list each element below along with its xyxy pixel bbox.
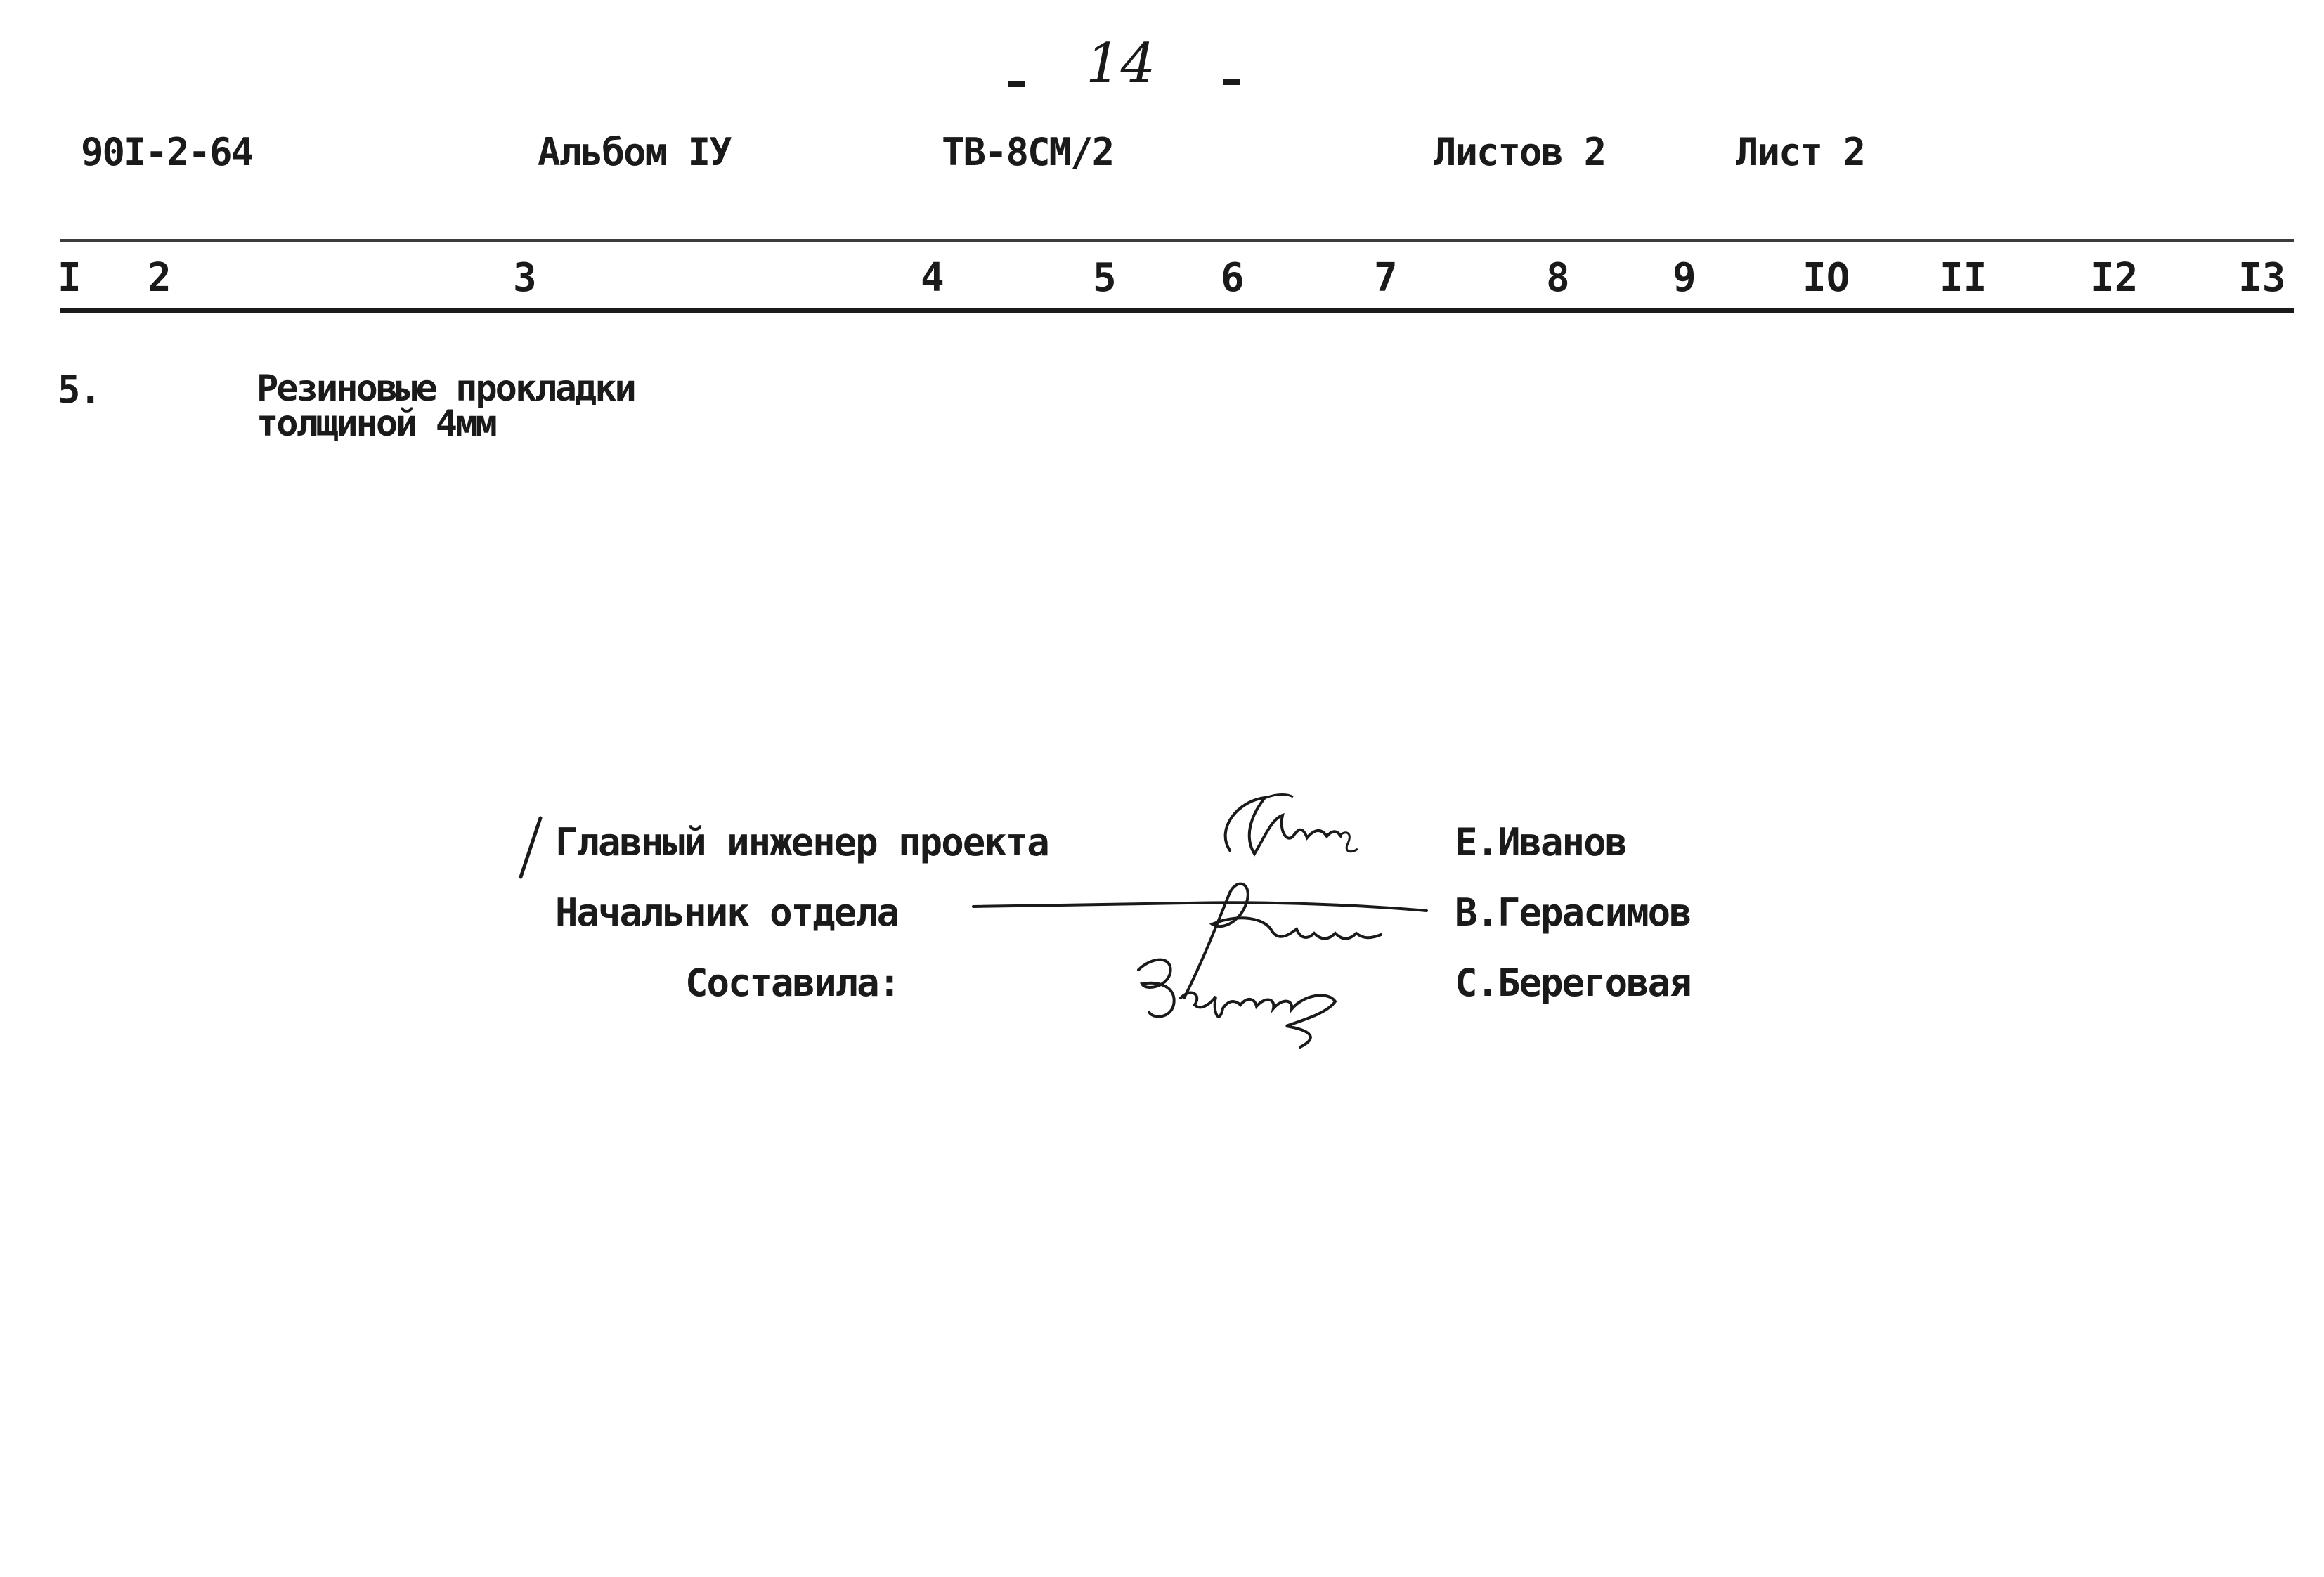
item-name-line-1: Резиновые прокладки [257, 368, 635, 410]
role-department-head: Начальник отдела [555, 890, 899, 935]
sheet-label: Лист 2 [1736, 130, 1865, 174]
signature-compiler [1124, 942, 1377, 1047]
table-header-bottom-rule [60, 308, 2294, 313]
name-department-head: В.Герасимов [1455, 890, 1691, 935]
role-compiler: Составила: [685, 961, 900, 1005]
column-number-13: I3 [2238, 255, 2286, 301]
column-number-5: 5 [1093, 255, 1117, 301]
column-number-6: 6 [1221, 255, 1245, 301]
sheets-total: Листов 2 [1434, 130, 1606, 174]
page-number-dash-right [1223, 79, 1240, 85]
column-number-1: I [58, 255, 82, 301]
role-chief-engineer: Главный инженер проекта [555, 820, 1049, 864]
signature-chief-engineer [1188, 787, 1398, 871]
column-number-3: 3 [513, 255, 537, 301]
table-top-rule [60, 239, 2294, 242]
column-number-7: 7 [1374, 255, 1398, 301]
slash-mark [517, 815, 545, 885]
column-number-9: 9 [1673, 255, 1696, 301]
column-number-10: IO [1803, 255, 1850, 301]
column-number-8: 8 [1546, 255, 1570, 301]
album-label: Альбом IУ [538, 130, 731, 174]
sheet-code: ТВ-8СМ/2 [942, 130, 1114, 174]
column-number-2: 2 [148, 255, 171, 301]
name-chief-engineer: Е.Иванов [1455, 820, 1627, 864]
page-number-dash-left [1008, 81, 1025, 87]
item-name-line-2: толщиной 4мм [257, 403, 495, 445]
document-code: 90I-2-64 [81, 130, 253, 174]
row-number: 5. [58, 368, 101, 412]
page-number: 14 [1086, 32, 1156, 96]
column-number-12: I2 [2091, 255, 2138, 301]
name-compiler: С.Береговая [1455, 961, 1691, 1005]
column-number-11: II [1940, 255, 1987, 301]
column-number-4: 4 [921, 255, 944, 301]
